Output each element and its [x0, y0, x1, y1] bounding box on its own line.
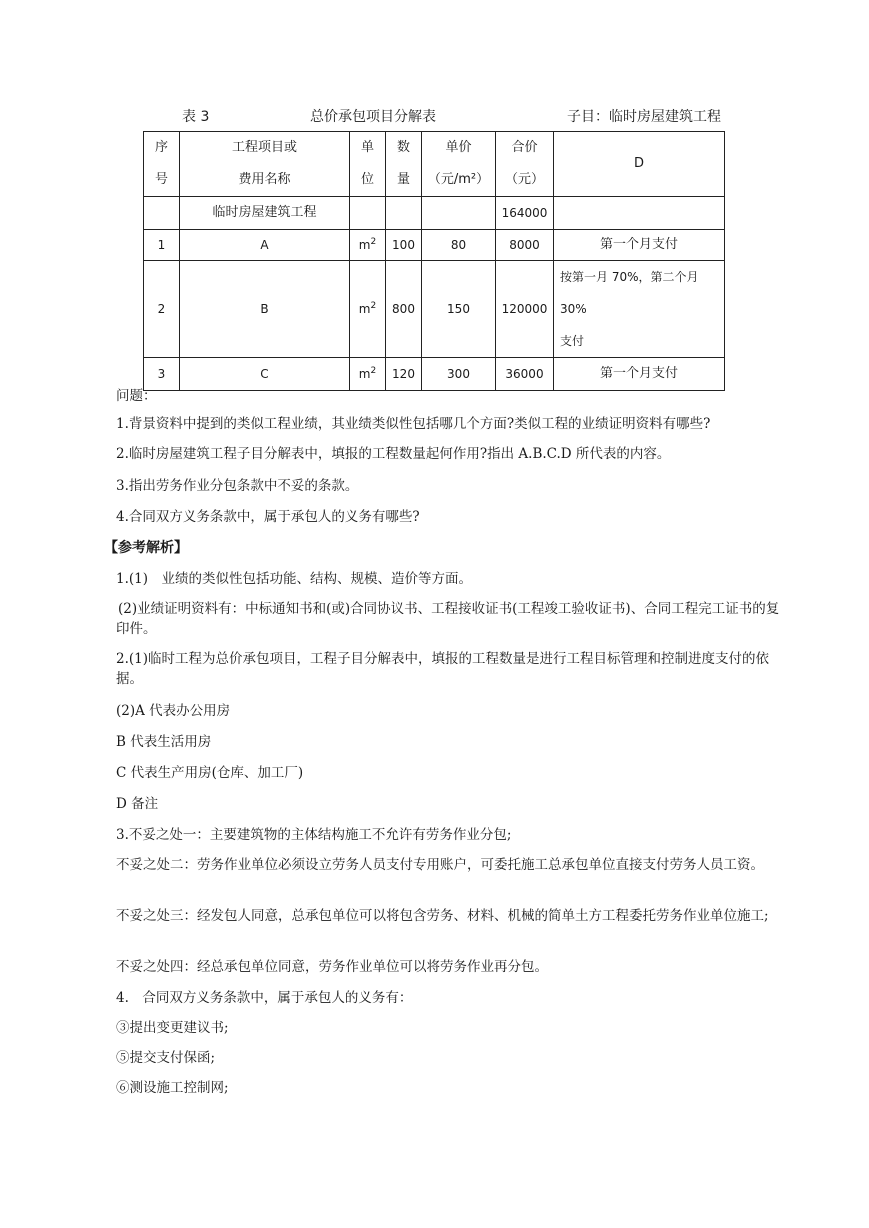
answer-1-1: 1.(1) 业绩的类似性包括功能、结构、规模、造价等方面。 [116, 571, 473, 587]
cell-seq: 1 [144, 230, 180, 261]
answer-3-1: 3.不妥之处一：主要建筑物的主体结构施工不允许有劳务作业分包; [116, 827, 512, 843]
cell-price: 150 [422, 261, 496, 358]
table-row [144, 261, 725, 358]
question-1: 1.背景资料中提到的类似工程业绩，其业绩类似性包括哪几个方面?类似工程的业绩证明资料有哪些? [116, 416, 711, 432]
table-row [144, 230, 725, 261]
cell-item: C [180, 358, 350, 391]
answer-2-3: B 代表生活用房 [116, 734, 212, 750]
question-3: 3.指出劳务作业分包条款中不妥的条款。 [116, 478, 359, 494]
cell-item: B [180, 261, 350, 358]
cell-note [554, 197, 725, 230]
cell-seq: 3 [144, 358, 180, 391]
cell-total: 120000 [496, 261, 554, 358]
header-total: 合价 （元） [496, 132, 554, 197]
header-item: 工程项目或 费用名称 [180, 132, 350, 197]
answer-2-2: (2)A 代表办公用房 [116, 703, 231, 719]
answer-2-4: C 代表生产用房(仓库、加工厂) [116, 765, 304, 781]
answer-3-3: 不妥之处三：经发包人同意，总承包单位可以将包含劳务、材料、机械的简单土方工程委托劳务作业单位施工; [116, 908, 769, 924]
cell-price: 80 [422, 230, 496, 261]
question-2: 2.临时房屋建筑工程子目分解表中，填报的工程数量起何作用?指出 A.B.C.D 所代表的内容。 [116, 446, 671, 462]
cell-unit: $m^2$ [350, 261, 386, 358]
breakdown-table [143, 131, 725, 391]
table-title: 总价承包项目分解表 [310, 109, 436, 125]
cell-total: 36000 [496, 358, 554, 391]
answer-4-1: 4. 合同双方义务条款中，属于承包人的义务有： [116, 990, 413, 1006]
question-4: 4.合同双方义务条款中，属于承包人的义务有哪些? [116, 509, 420, 525]
cell-qty: 100 [386, 230, 422, 261]
cell-qty: 800 [386, 261, 422, 358]
answer-3-4: 不妥之处四：经总承包单位同意，劳务作业单位可以将劳务作业再分包。 [116, 959, 548, 975]
table-subitem: 子目：临时房屋建筑工程 [567, 109, 721, 125]
answer-4-4: ⑥测设施工控制网; [116, 1080, 229, 1096]
table-row [144, 197, 725, 230]
cell-seq: 2 [144, 261, 180, 358]
header-seq: 序 号 [144, 132, 180, 197]
questions-label: 问题： [116, 388, 157, 404]
header-d: D [554, 132, 725, 197]
answer-4-3: ⑤提交支付保函; [116, 1050, 216, 1066]
header-unit: 单 位 [350, 132, 386, 197]
answers-label: 【参考解析】 [104, 540, 188, 556]
header-price: 单价 （元/m²） [422, 132, 496, 197]
cell-price [422, 197, 496, 230]
answer-3-2: 不妥之处二：劳务作业单位必须设立劳务人员支付专用账户，可委托施工总承包单位直接支付劳务人员工资。 [116, 857, 764, 873]
answer-1-2: (2)业绩证明资料有：中标通知书和(或)合同协议书、工程接收证书(工程竣工验收证书)、合同工程完工证书的复印件。 [116, 601, 780, 637]
table-header-row [144, 132, 725, 197]
cell-item: 临时房屋建筑工程 [180, 197, 350, 230]
answer-2-5: D 备注 [116, 796, 159, 812]
cell-note: 第一个月支付 [554, 358, 725, 391]
cell-total: 164000 [496, 197, 554, 230]
answer-4-2: ③提出变更建议书; [116, 1020, 229, 1036]
header-qty: 数 量 [386, 132, 422, 197]
answer-2-1: 2.(1)临时工程为总价承包项目，工程子目分解表中，填报的工程数量是进行工程目标管理和控制进度支付的依据。 [116, 651, 770, 687]
cell-price: 300 [422, 358, 496, 391]
cell-item: A [180, 230, 350, 261]
cell-note: 按第一月 70%，第二个月 30% 支付 [554, 261, 725, 358]
cell-unit [350, 197, 386, 230]
table-caption [150, 104, 725, 128]
table-number: 表 3 [182, 109, 210, 125]
cell-qty [386, 197, 422, 230]
cell-unit: $m^2$ [350, 230, 386, 261]
cell-qty: 120 [386, 358, 422, 391]
cell-unit: $m^2$ [350, 358, 386, 391]
cell-total: 8000 [496, 230, 554, 261]
cell-seq [144, 197, 180, 230]
cell-note: 第一个月支付 [554, 230, 725, 261]
